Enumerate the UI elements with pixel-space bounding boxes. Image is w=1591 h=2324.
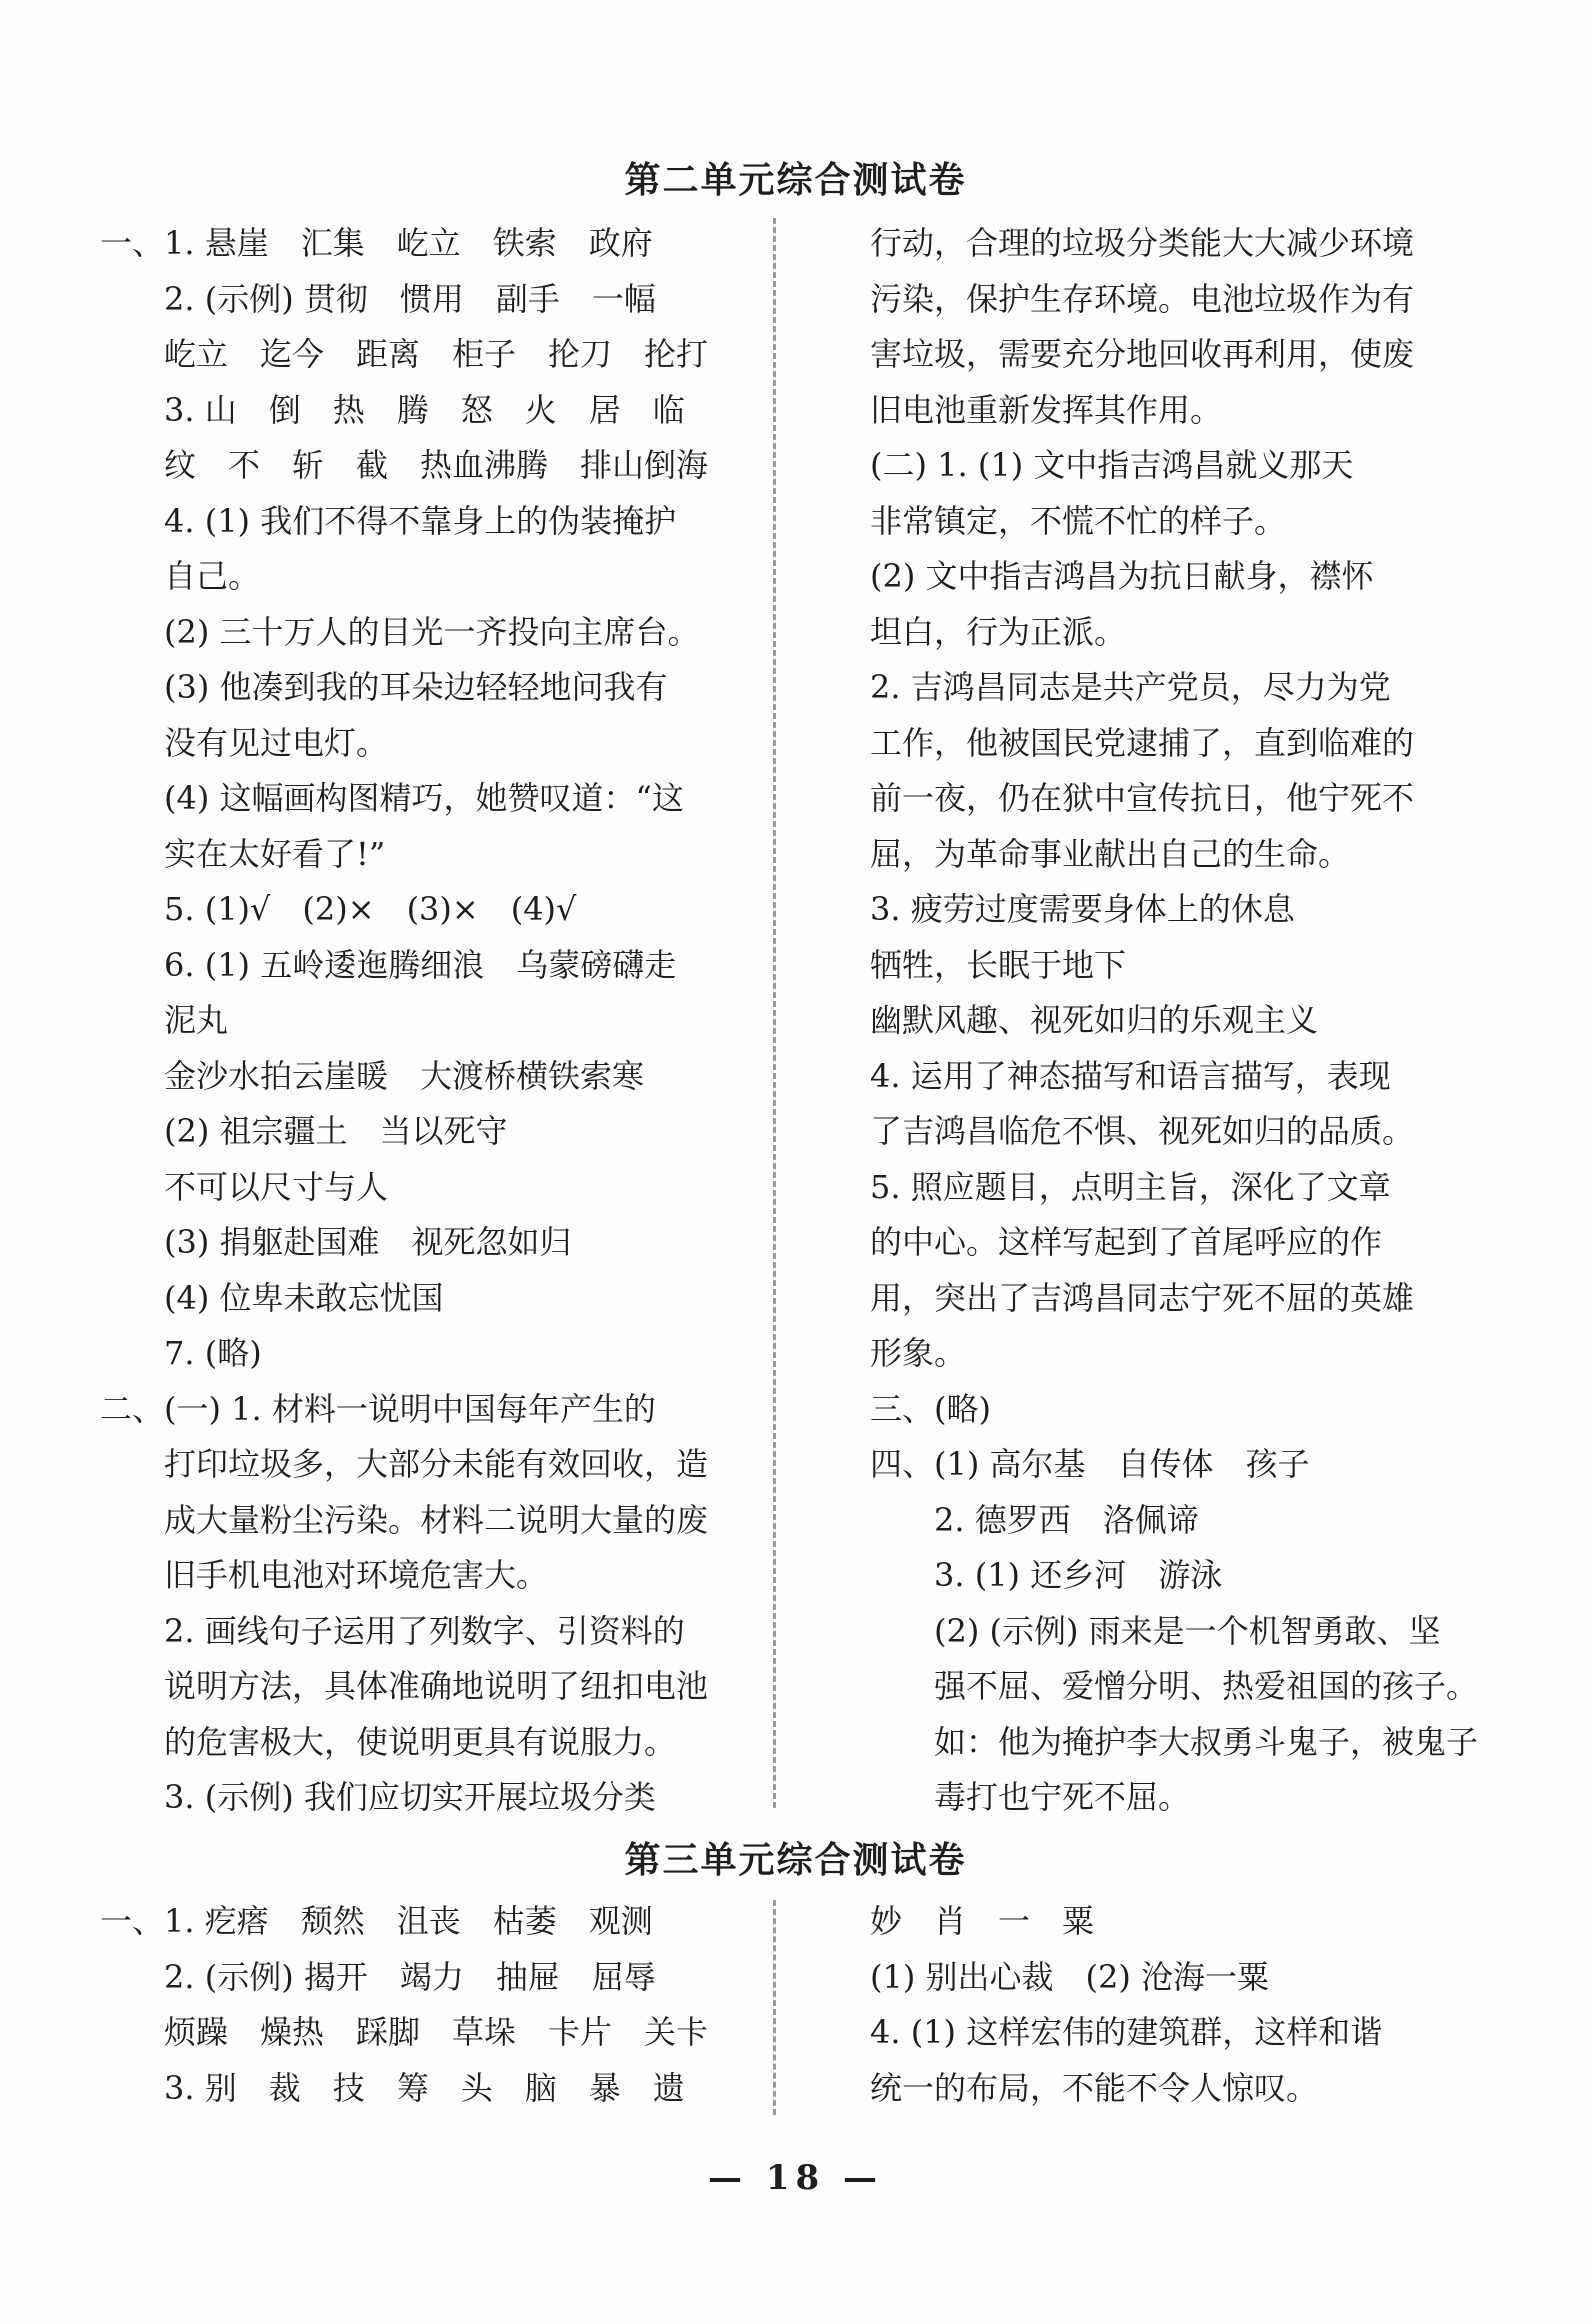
answer-line: 行动，合理的垃圾分类能大大减少环境: [870, 224, 1415, 262]
answer-line: (4) 位卑未敢忘忧国: [100, 1278, 444, 1317]
section-2-right-column: [870, 216, 1478, 1826]
answer-line: (2) (示例) 雨来是一个机智勇敢、坚: [870, 1611, 1441, 1650]
answer-line: 自己。: [100, 557, 261, 595]
answer-line: 2. (示例) 揭开 竭力 抽屉 屈辱: [100, 1957, 656, 1996]
answer-line: 四、(1) 高尔基 自传体 孩子: [870, 1445, 1310, 1483]
answer-line: 毒打也宁死不屈。: [870, 1778, 1191, 1816]
answer-line: 说明方法，具体准确地说明了纽扣电池: [100, 1667, 709, 1705]
answer-line: 前一夜，仍在狱中宣传抗日，他宁死不: [870, 779, 1415, 817]
answer-line: 旧电池重新发挥其作用。: [870, 390, 1223, 429]
answer-line: 二、(一) 1. 材料一说明中国每年产生的: [100, 1389, 656, 1428]
section-2-left-column: [100, 216, 708, 1826]
answer-line: 4. 运用了神态描写和语言描写，表现: [870, 1056, 1391, 1095]
answer-line: 2. (示例) 贯彻 惯用 副手 一幅: [100, 279, 656, 318]
answer-line: 实在太好看了!”: [100, 834, 386, 873]
answer-line: 没有见过电灯。: [100, 723, 389, 762]
answer-line: 4. (1) 我们不得不靠身上的伪装掩护: [100, 501, 677, 540]
answer-line: 妙 肖 一 粟: [870, 1902, 1095, 1940]
answer-line: 2. 画线句子运用了列数字、引资料的: [100, 1611, 685, 1650]
section-3-left-column: [100, 1894, 708, 2116]
answer-line: 了吉鸿昌临危不惧、视死如归的品质。: [870, 1112, 1415, 1150]
answer-line: 5. 照应题目，点明主旨，深化了文章: [870, 1167, 1391, 1206]
page-number: — 18 —: [708, 2158, 883, 2198]
answer-line: (2) 祖宗疆土 当以死守: [100, 1112, 508, 1150]
answer-line: 3. (示例) 我们应切实开展垃圾分类: [100, 1778, 656, 1816]
answer-line: 4. (1) 这样宏伟的建筑群，这样和谐: [870, 2013, 1383, 2051]
answer-line: 旧手机电池对环境危害大。: [100, 1556, 549, 1594]
answer-line: 如：他为掩护李大叔勇斗鬼子，被鬼子: [870, 1722, 1479, 1761]
column-divider: [773, 218, 776, 1808]
answer-line: 3. 疲劳过度需要身体上的休息: [870, 890, 1295, 928]
answer-line: 工作，他被国民党逮捕了，直到临难的: [870, 723, 1415, 762]
answer-line: (4) 这幅画构图精巧，她赞叹道：“这: [100, 779, 684, 817]
answer-line: 害垃圾，需要充分地回收再利用，使废: [870, 335, 1415, 373]
answer-line: 泥丸: [100, 1001, 229, 1039]
answer-line: 6. (1) 五岭逶迤腾细浪 乌蒙磅礴走: [100, 945, 677, 984]
answer-line: 用，突出了吉鸿昌同志宁死不屈的英雄: [870, 1278, 1415, 1317]
section-title-unit-2: 第二单元综合测试卷: [624, 159, 967, 201]
answer-line: 2. 德罗西 洛佩谛: [870, 1500, 1199, 1539]
answer-line: (二) 1. (1) 文中指吉鸿昌就义那天: [870, 446, 1354, 484]
answer-line: 非常镇定，不慌不忙的样子。: [870, 501, 1287, 540]
answer-line: 2. 吉鸿昌同志是共产党员，尽力为党: [870, 668, 1391, 706]
answer-line: 5. (1)√ (2)× (3)× (4)√: [100, 890, 577, 928]
answer-line: 污染，保护生存环境。电池垃圾作为有: [870, 279, 1415, 318]
answer-line: 幽默风趣、视死如归的乐观主义: [870, 1001, 1319, 1039]
answer-line: 强不屈、爱憎分明、热爱祖国的孩子。: [870, 1667, 1479, 1705]
answer-line: 统一的布局，不能不令人惊叹。: [870, 2068, 1319, 2107]
answer-line: (3) 捐躯赴国难 视死忽如归: [100, 1223, 572, 1261]
answer-line: 打印垃圾多，大部分未能有效回收，造: [100, 1445, 709, 1483]
answer-line: (3) 他凑到我的耳朵边轻轻地问我有: [100, 668, 668, 706]
answer-line: 屈，为革命事业献出自己的生命。: [870, 834, 1351, 873]
answer-line: 烦躁 燥热 踩脚 草垛 卡片 关卡: [100, 2013, 709, 2051]
column-divider: [773, 1900, 776, 2115]
section-title-unit-3: 第三单元综合测试卷: [624, 1839, 967, 1881]
answer-line: 屹立 迄今 距离 柜子 抡刀 抡打: [100, 335, 709, 373]
answer-line: 3. 别 裁 技 筹 头 脑 暴 遗: [100, 2068, 685, 2107]
answer-line: 不可以尺寸与人: [100, 1167, 389, 1206]
answer-line: 三、(略): [870, 1389, 991, 1428]
answer-line: 金沙水拍云崖暖 大渡桥横铁索寒: [100, 1056, 645, 1095]
answer-line: 的危害极大，使说明更具有说服力。: [100, 1722, 677, 1761]
answer-line: 成大量粉尘污染。材料二说明大量的废: [100, 1500, 709, 1539]
section-3-right-column: [870, 1894, 1382, 2116]
answer-line: 一、1. 疙瘩 颓然 沮丧 枯萎 观测: [100, 1902, 653, 1940]
answer-line: 3. 山 倒 热 腾 怒 火 居 临: [100, 390, 685, 429]
answer-line: 3. (1) 还乡河 游泳: [870, 1556, 1223, 1594]
answer-line: 牺牲，长眠于地下: [870, 945, 1127, 984]
answer-line: 纹 不 斩 截 热血沸腾 排山倒海: [100, 446, 709, 484]
answer-line: 坦白，行为正派。: [870, 612, 1127, 651]
answer-line: (2) 三十万人的目光一齐投向主席台。: [100, 612, 700, 651]
answer-line: 形象。: [870, 1334, 967, 1372]
answer-line: 一、1. 悬崖 汇集 屹立 铁索 政府: [100, 224, 653, 262]
answer-line: (2) 文中指吉鸿昌为抗日献身，襟怀: [870, 557, 1374, 595]
answer-line: 的中心。这样写起到了首尾呼应的作: [870, 1223, 1383, 1261]
answer-line: 7. (略): [100, 1334, 262, 1372]
answer-line: (1) 别出心裁 (2) 沧海一粟: [870, 1957, 1270, 1996]
